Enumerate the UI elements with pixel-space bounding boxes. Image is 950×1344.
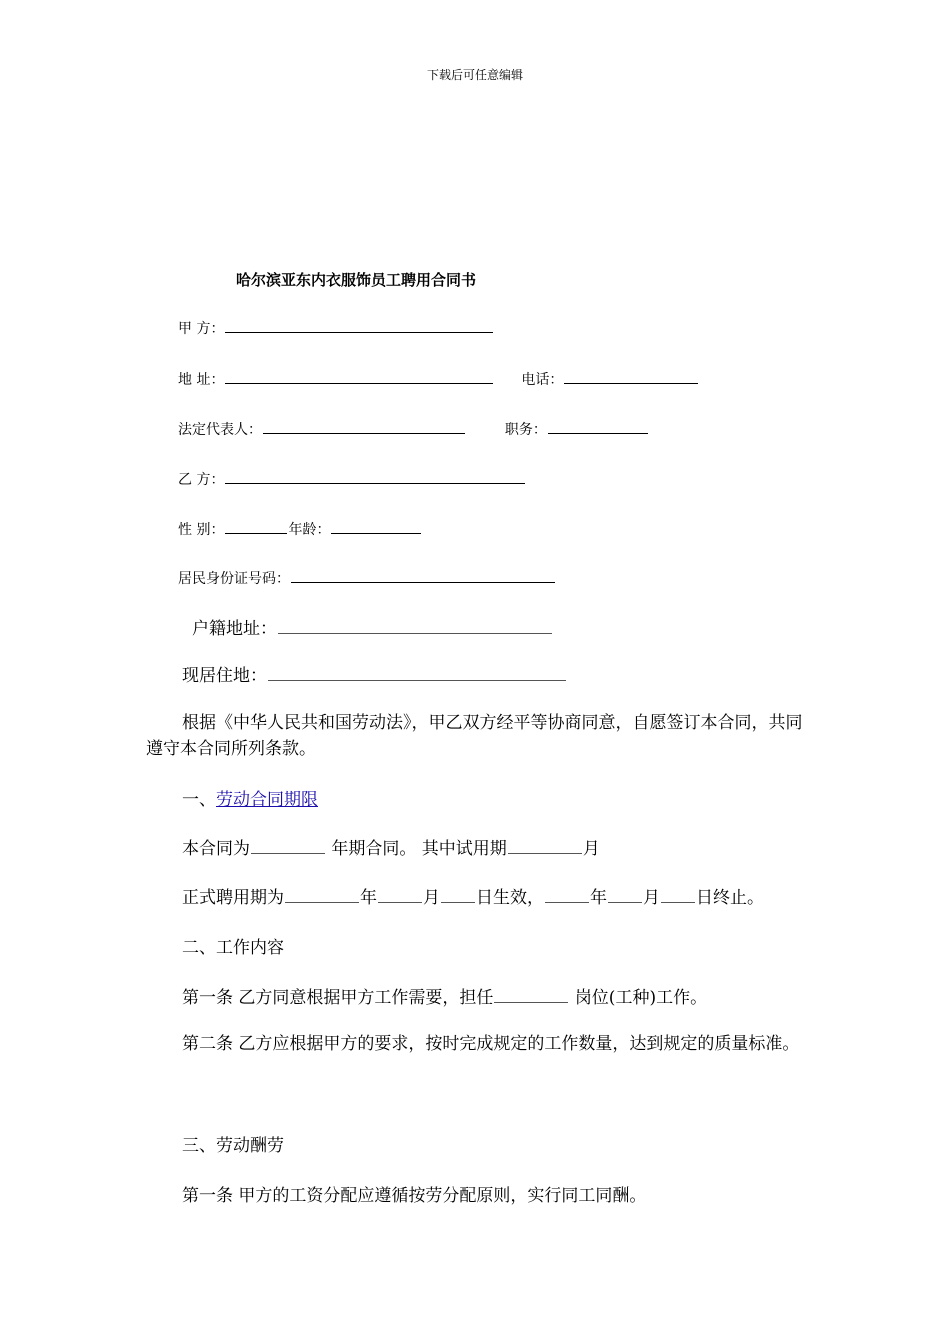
- party-b-row: [178, 469, 526, 489]
- term-row: [182, 834, 600, 859]
- household-label: 户籍地址：: [192, 619, 277, 639]
- document-title: 哈尔滨亚东内衣服饰员工聘用合同书: [236, 271, 477, 289]
- gender-age-row: [178, 519, 422, 539]
- s2-article1: [182, 983, 707, 1008]
- month-label: 月: [643, 888, 660, 908]
- gender-blank[interactable]: [225, 532, 287, 534]
- s2-article1-text-b: 岗位(工种)工作。: [574, 988, 708, 1008]
- s3-article1: 第一条 甲方的工资分配应遵循按劳分配原则，实行同工同酬。: [182, 1186, 647, 1206]
- term-text-b: 年期合同。 其中试用期: [331, 839, 507, 859]
- household-blank[interactable]: [278, 632, 552, 634]
- start-day-blank[interactable]: [441, 901, 475, 903]
- effective-label: 日生效，: [476, 888, 544, 908]
- page-header-note: 下载后可任意编辑: [426, 68, 523, 82]
- legal-rep-row: [178, 419, 649, 439]
- gender-label: 性 别：: [178, 522, 225, 538]
- s2-article2: 第二条 乙方应根据甲方的要求，按时完成规定的工作数量，达到规定的质量标准。: [182, 1034, 800, 1054]
- id-blank[interactable]: [291, 581, 555, 583]
- party-b-blank[interactable]: [225, 482, 525, 484]
- year-label: 年: [590, 888, 607, 908]
- start-year-blank[interactable]: [285, 901, 359, 903]
- start-month-blank[interactable]: [378, 901, 422, 903]
- position-blank[interactable]: [548, 432, 648, 434]
- address-blank[interactable]: [225, 382, 493, 384]
- section2-heading: 二、工作内容: [182, 938, 284, 958]
- section1-prefix: 一、: [182, 790, 216, 810]
- formal-prefix: 正式聘用期为: [182, 888, 284, 908]
- address-label: 地 址：: [178, 372, 225, 388]
- post-blank[interactable]: [494, 1001, 568, 1003]
- party-a-label: 甲 方：: [178, 321, 225, 337]
- term-text-a: 本合同为: [182, 839, 250, 859]
- end-year-blank[interactable]: [545, 901, 589, 903]
- party-a-row: [178, 318, 494, 338]
- household-row: [192, 614, 553, 639]
- term-years-blank[interactable]: [251, 852, 325, 854]
- position-label: 职务：: [504, 422, 547, 438]
- s2-article1-text-a: 第一条 乙方同意根据甲方工作需要，担任: [182, 988, 494, 1008]
- residence-row: [182, 661, 567, 686]
- party-a-blank[interactable]: [225, 331, 493, 333]
- legal-rep-label: 法定代表人：: [178, 422, 262, 438]
- terminate-label: 日终止。: [696, 888, 764, 908]
- legal-rep-blank[interactable]: [263, 432, 465, 434]
- phone-label: 电话：: [521, 372, 564, 388]
- section3-heading: 三、劳动酬劳: [182, 1136, 284, 1156]
- party-b-label: 乙 方：: [178, 472, 225, 488]
- residence-label: 现居住地：: [182, 666, 267, 686]
- end-day-blank[interactable]: [661, 901, 695, 903]
- term-text-c: 月: [582, 839, 600, 859]
- address-row: [178, 369, 699, 389]
- id-label: 居民身份证号码：: [178, 571, 290, 587]
- month-label: 月: [423, 888, 440, 908]
- year-label: 年: [360, 888, 377, 908]
- end-month-blank[interactable]: [608, 901, 642, 903]
- phone-blank[interactable]: [564, 382, 698, 384]
- residence-blank[interactable]: [268, 679, 566, 681]
- intro-paragraph: 根据《中华人民共和国劳动法》，甲乙双方经平等协商同意，自愿签订本合同，共同遵守本合同所列条款。: [146, 713, 803, 759]
- formal-term-row: [182, 883, 764, 908]
- probation-blank[interactable]: [508, 852, 582, 854]
- section1-link[interactable]: 劳动合同期限: [216, 790, 318, 810]
- age-blank[interactable]: [331, 532, 421, 534]
- id-row: [178, 568, 556, 588]
- age-label: 年龄：: [288, 522, 331, 538]
- section1-heading: [182, 785, 318, 810]
